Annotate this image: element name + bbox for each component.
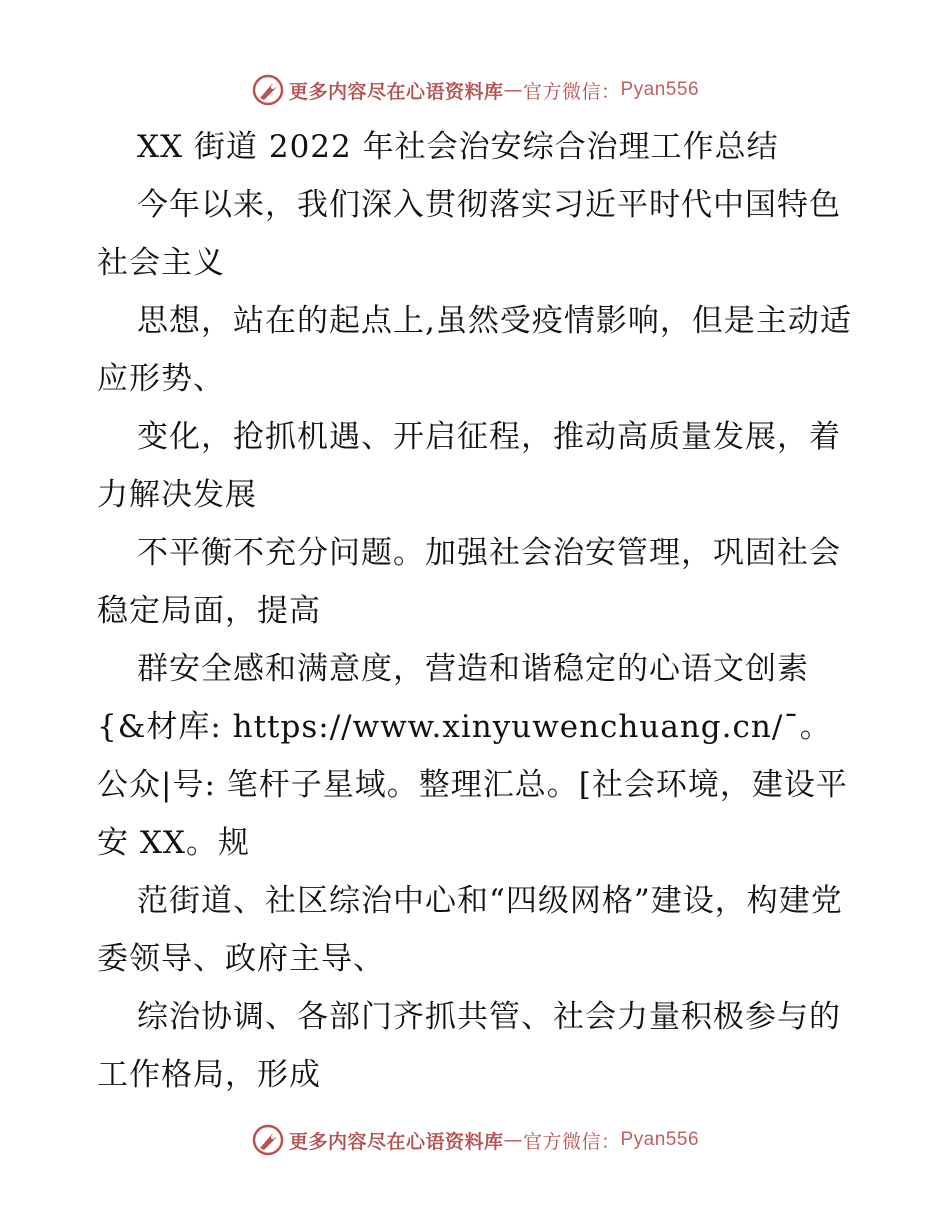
paragraph: 今年以来，我们深入贯彻落实习近平时代中国特色社会主义 xyxy=(97,187,841,281)
pen-nib-circle-icon xyxy=(251,1123,285,1157)
watermark-sub-text: 官方微信： xyxy=(522,1130,621,1153)
paragraph: 思想，站在的起点上,虽然受疫情影响，但是主动适应形势、 xyxy=(97,303,852,397)
watermark-separator: — xyxy=(503,1129,523,1151)
paragraph: 变化，抢抓机遇、开启征程，推动高质量发展，着力解决发展 xyxy=(97,419,841,513)
document-body xyxy=(97,118,857,1104)
paragraph: 群安全感和满意度，营造和谐稳定的心语文创素{&材库: https://www.xinyuwenchuang.cn/¯。公众|号: 笔杆子星域。整理汇总。[社会环境，建设平安 XX。规 xyxy=(97,651,848,861)
paragraph: 不平衡不充分问题。加强社会治安管理，巩固社会稳定局面，提高 xyxy=(97,535,841,629)
paragraph: 综治协调、各部门齐抓共管、社会力量积极参与的工作格局，形成 xyxy=(97,999,841,1093)
paragraph: 范街道、社区综治中心和“四级网格”建设，构建党委领导、政府主导、 xyxy=(97,883,843,977)
watermark-wechat-id: Pyan556 xyxy=(620,1129,700,1150)
pen-nib-circle-icon xyxy=(251,73,285,107)
watermark-sub-text: 官方微信： xyxy=(522,80,621,103)
watermark-main-text: 更多内容尽在心语资料库 xyxy=(288,80,504,103)
document-title: XX 街道 2022 年社会治安综合治理工作总结 xyxy=(137,129,779,165)
header-watermark xyxy=(0,70,950,110)
watermark-wechat-id: Pyan556 xyxy=(620,79,700,100)
watermark-separator: — xyxy=(503,79,523,101)
watermark-main-text: 更多内容尽在心语资料库 xyxy=(288,1130,504,1153)
footer-watermark xyxy=(0,1120,950,1160)
